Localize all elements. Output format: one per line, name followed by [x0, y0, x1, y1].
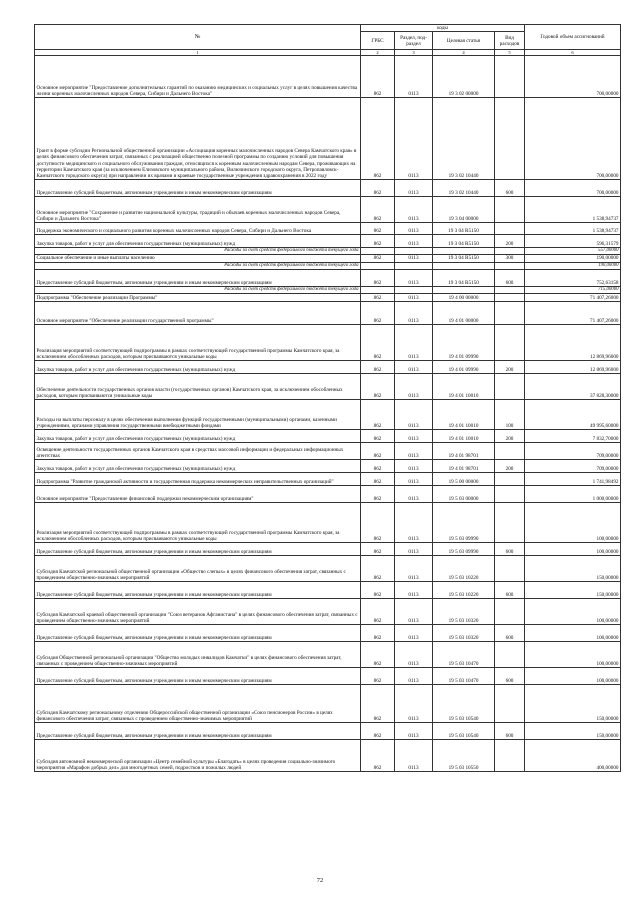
- row-name: Поддержка экономического и социального развития коренных малочисленных народов Севера, Сибири и Дальнего Востока: [35, 223, 361, 235]
- row-expense-type: 600: [495, 180, 525, 197]
- row-target-article: 19 4 01 09990: [433, 361, 495, 374]
- row-expense-type: [495, 740, 525, 772]
- table-note-row: [35, 286, 621, 293]
- table-row: [35, 325, 621, 361]
- row-expense-type: [495, 302, 525, 325]
- column-number: 4: [433, 50, 495, 56]
- row-razdel: [395, 286, 433, 293]
- row-amount: 150,00000: [525, 582, 621, 599]
- row-target-article: 19 3 04 00000: [433, 197, 495, 223]
- row-target-article: 19 4 01 98701: [433, 443, 495, 460]
- row-expense-type: [495, 685, 525, 723]
- header-amount: Годовой объем ассигнований: [525, 25, 621, 50]
- table-row: [35, 430, 621, 443]
- row-target-article: 19 3 02 10440: [433, 180, 495, 197]
- row-grbs: 862: [361, 374, 395, 400]
- row-amount: 37 828,30000: [525, 374, 621, 400]
- row-name: Освещение деятельности государственных органов Камчатского края в средствах массовой информации и федеральных информационных агентствах: [35, 443, 361, 460]
- row-grbs: [361, 248, 395, 255]
- row-expense-type: [495, 473, 525, 486]
- row-amount: 7 832,70000: [525, 430, 621, 443]
- row-amount: 557,00000: [525, 248, 621, 255]
- row-expense-type: 200: [495, 430, 525, 443]
- row-name: Предоставление субсидий бюджетным, автономным учреждениям и иным некоммерческим организациям: [35, 180, 361, 197]
- table-row: [35, 361, 621, 374]
- row-target-article: 19 5 03 00000: [433, 486, 495, 503]
- row-name: Основное мероприятие "Обеспечение реализации государственной программы": [35, 302, 361, 325]
- row-grbs: 862: [361, 503, 395, 543]
- row-name: Закупка товаров, работ и услуг для обеспечения государственных (муниципальных) нужд: [35, 460, 361, 473]
- row-razdel: 0113: [395, 642, 433, 668]
- row-amount: 190,00000: [525, 255, 621, 262]
- row-name: Предоставление субсидий бюджетным, автономным учреждениям и иным некоммерческим организациям: [35, 269, 361, 286]
- row-amount: 71 407,26000: [525, 294, 621, 302]
- row-razdel: 0113: [395, 223, 433, 235]
- row-razdel: 0113: [395, 180, 433, 197]
- table-row: [35, 625, 621, 642]
- row-name: Закупка товаров, работ и услуг для обеспечения государственных (муниципальных) нужд: [35, 430, 361, 443]
- row-grbs: 862: [361, 473, 395, 486]
- row-name: Социальное обеспечение и иные выплаты населению: [35, 255, 361, 262]
- row-target-article: 19 5 03 10470: [433, 668, 495, 685]
- row-target-article: 19 3 04 R5150: [433, 235, 495, 248]
- row-target-article: 19 3 04 R5150: [433, 223, 495, 235]
- row-razdel: 0113: [395, 269, 433, 286]
- row-name: Расходы за счет средств федерального бюджета текущего года: [35, 248, 361, 255]
- row-grbs: 862: [361, 302, 395, 325]
- row-razdel: 0113: [395, 235, 433, 248]
- row-name: Закупка товаров, работ и услуг для обеспечения государственных (муниципальных) нужд: [35, 361, 361, 374]
- row-amount: 100,00000: [525, 503, 621, 543]
- row-target-article: 19 5 03 10540: [433, 685, 495, 723]
- header-vr: Вид расходов: [495, 32, 525, 50]
- row-target-article: 19 4 01 10010: [433, 374, 495, 400]
- row-target-article: 19 4 00 00000: [433, 294, 495, 302]
- row-expense-type: [495, 223, 525, 235]
- row-razdel: 0113: [395, 599, 433, 625]
- row-amount: 100,00000: [525, 543, 621, 556]
- row-expense-type: 600: [495, 668, 525, 685]
- row-amount: 700,00000: [525, 98, 621, 180]
- row-name: Грант в форме субсидии Региональной общественной организации «Ассоциация коренных малочисленных народов Севера Камчатского края» в целях финансового обеспечения затрат, связанных с реализацией общественно полезной программы по созданию условий для повышения доступности медицинского и социального обслуживания граждан, относящихся к коренным малочисленным народам Севера, проживающих на территории Камчатского края (за исключением Елизовского муниципального района, Вилючинского городского округа, Петропавловск-Камчатского городского округа) при направлении их врачами в краевые государственные учреждения здравоохранения в 2022 году: [35, 98, 361, 180]
- table-row: [35, 668, 621, 685]
- row-expense-type: [495, 248, 525, 255]
- row-name: Расходы за счет средств федерального бюджета текущего года: [35, 286, 361, 293]
- row-razdel: 0113: [395, 374, 433, 400]
- table-row: [35, 302, 621, 325]
- row-expense-type: 600: [495, 625, 525, 642]
- row-grbs: 862: [361, 235, 395, 248]
- row-expense-type: 600: [495, 543, 525, 556]
- row-target-article: 19 5 03 09990: [433, 503, 495, 543]
- row-razdel: 0113: [395, 56, 433, 98]
- row-name: Реализация мероприятий соответствующей подпрограммы в рамках соответствующей государственной программы Камчатского края, за исключением обособленных расходов, которым присваиваются уникальные коды: [35, 325, 361, 361]
- row-grbs: 862: [361, 98, 395, 180]
- row-name: Субсидия Общественной региональной организации "Общество молодых инвалидов Камчатки" в целях финансового обеспечения затрат, связанных с проведением общественно-значимых мероприятий: [35, 642, 361, 668]
- table-row: [35, 400, 621, 430]
- row-expense-type: [495, 443, 525, 460]
- row-razdel: 0113: [395, 556, 433, 582]
- row-target-article: [433, 262, 495, 269]
- row-razdel: [395, 262, 433, 269]
- row-expense-type: [495, 98, 525, 180]
- header-grbs: ГРБС: [361, 32, 395, 50]
- row-grbs: 862: [361, 668, 395, 685]
- row-name: Основное мероприятие "Предоставление финансовой поддержки некоммерческим организациям": [35, 486, 361, 503]
- row-grbs: 862: [361, 400, 395, 430]
- row-razdel: 0113: [395, 740, 433, 772]
- row-name: Предоставление субсидий бюджетным, автономным учреждениям и иным некоммерческим организациям: [35, 668, 361, 685]
- row-razdel: 0113: [395, 400, 433, 430]
- budget-table: [34, 24, 621, 772]
- table-row: [35, 269, 621, 286]
- row-target-article: 19 4 01 09990: [433, 325, 495, 361]
- row-amount: 150,00000: [525, 685, 621, 723]
- row-target-article: 19 5 03 09990: [433, 543, 495, 556]
- row-name: Субсидия Камчатской краевой общественной организации "Союз ветеранов Афганистана" в целях финансового обеспечения затрат, связанных с проведением общественно-значимых мероприятий: [35, 599, 361, 625]
- row-amount: 100,00000: [525, 642, 621, 668]
- table-row: [35, 642, 621, 668]
- row-amount: 752,63158: [525, 269, 621, 286]
- row-target-article: 19 5 03 10220: [433, 556, 495, 582]
- column-number: 3: [395, 50, 433, 56]
- row-amount: 150,00000: [525, 723, 621, 740]
- row-target-article: [433, 286, 495, 293]
- row-target-article: 19 5 03 10320: [433, 625, 495, 642]
- table-row: [35, 460, 621, 473]
- row-expense-type: [495, 197, 525, 223]
- table-row: [35, 294, 621, 302]
- row-expense-type: [495, 325, 525, 361]
- table-row: [35, 543, 621, 556]
- row-expense-type: [495, 486, 525, 503]
- row-name: Предоставление субсидий бюджетным, автономным учреждениям и иным некоммерческим организациям: [35, 723, 361, 740]
- row-razdel: 0113: [395, 325, 433, 361]
- row-grbs: 862: [361, 599, 395, 625]
- row-amount: 71 407,26000: [525, 302, 621, 325]
- table-row: [35, 443, 621, 460]
- table-row: [35, 255, 621, 262]
- row-grbs: 862: [361, 430, 395, 443]
- row-razdel: 0113: [395, 486, 433, 503]
- row-target-article: 19 4 01 98701: [433, 460, 495, 473]
- row-razdel: 0113: [395, 430, 433, 443]
- row-expense-type: 600: [495, 723, 525, 740]
- row-razdel: 0113: [395, 503, 433, 543]
- row-grbs: 862: [361, 556, 395, 582]
- row-grbs: 862: [361, 685, 395, 723]
- page-number: 72: [316, 877, 324, 884]
- row-grbs: 862: [361, 269, 395, 286]
- row-amount: 100,00000: [525, 599, 621, 625]
- row-name: Предоставление субсидий бюджетным, автономным учреждениям и иным некоммерческим организациям: [35, 582, 361, 599]
- table-row: [35, 180, 621, 197]
- row-grbs: 862: [361, 325, 395, 361]
- row-grbs: 862: [361, 460, 395, 473]
- row-target-article: 19 5 03 10320: [433, 599, 495, 625]
- row-razdel: [395, 248, 433, 255]
- row-amount: 49 995,60000: [525, 400, 621, 430]
- table-row: [35, 98, 621, 180]
- row-grbs: 862: [361, 294, 395, 302]
- row-expense-type: [495, 294, 525, 302]
- row-amount: 709,00000: [525, 443, 621, 460]
- row-name: Расходы на выплаты персоналу в целях обеспечения выполнения функций государственными (муниципальными) органами, казенными учреждениями, органами управления государственными внебюджетными фондами: [35, 400, 361, 430]
- row-target-article: 19 5 03 10220: [433, 582, 495, 599]
- row-name: Расходы за счет средств федерального бюджета текущего года: [35, 262, 361, 269]
- row-grbs: 862: [361, 361, 395, 374]
- table-row: [35, 473, 621, 486]
- row-razdel: 0113: [395, 685, 433, 723]
- row-expense-type: [495, 262, 525, 269]
- row-razdel: 0113: [395, 582, 433, 599]
- table-row: [35, 685, 621, 723]
- row-amount: 700,00000: [525, 180, 621, 197]
- row-razdel: 0113: [395, 543, 433, 556]
- row-target-article: 19 5 03 10550: [433, 740, 495, 772]
- row-target-article: 19 3 02 00000: [433, 56, 495, 98]
- row-amount: 1 538,94737: [525, 223, 621, 235]
- row-amount: 709,00000: [525, 460, 621, 473]
- column-number: 1: [35, 50, 361, 56]
- row-expense-type: [495, 503, 525, 543]
- table-row: [35, 197, 621, 223]
- table-note-row: [35, 248, 621, 255]
- table-row: [35, 556, 621, 582]
- row-target-article: 19 3 04 R5150: [433, 269, 495, 286]
- row-grbs: 862: [361, 642, 395, 668]
- row-razdel: 0113: [395, 443, 433, 460]
- row-expense-type: 200: [495, 361, 525, 374]
- row-target-article: 19 5 00 00000: [433, 473, 495, 486]
- row-expense-type: 300: [495, 255, 525, 262]
- row-razdel: 0113: [395, 473, 433, 486]
- row-expense-type: 200: [495, 235, 525, 248]
- table-row: [35, 723, 621, 740]
- row-target-article: 19 4 01 10010: [433, 400, 495, 430]
- row-target-article: 19 5 03 10540: [433, 723, 495, 740]
- document-page: [34, 24, 620, 772]
- row-grbs: 862: [361, 223, 395, 235]
- row-grbs: 862: [361, 56, 395, 98]
- column-number: 5: [495, 50, 525, 56]
- row-grbs: [361, 286, 395, 293]
- row-amount: 1 000,00000: [525, 486, 621, 503]
- row-amount: 700,00000: [525, 56, 621, 98]
- row-razdel: 0113: [395, 460, 433, 473]
- row-target-article: 19 3 04 R5150: [433, 255, 495, 262]
- table-row: [35, 223, 621, 235]
- row-grbs: 862: [361, 486, 395, 503]
- row-amount: 150,00000: [525, 556, 621, 582]
- row-expense-type: 100: [495, 400, 525, 430]
- table-row: [35, 374, 621, 400]
- column-number: 2: [361, 50, 395, 56]
- row-razdel: 0113: [395, 255, 433, 262]
- row-expense-type: 600: [495, 582, 525, 599]
- table-row: [35, 56, 621, 98]
- row-amount: 100,00000: [525, 668, 621, 685]
- row-target-article: 19 3 02 10440: [433, 98, 495, 180]
- row-grbs: 862: [361, 582, 395, 599]
- row-razdel: 0113: [395, 98, 433, 180]
- row-target-article: 19 4 01 10010: [433, 430, 495, 443]
- row-expense-type: [495, 374, 525, 400]
- table-row: [35, 486, 621, 503]
- table-row: [35, 599, 621, 625]
- row-amount: 1 741,98492: [525, 473, 621, 486]
- row-expense-type: [495, 642, 525, 668]
- row-grbs: 862: [361, 443, 395, 460]
- header-razdel: Раздел, под-раздел: [395, 32, 433, 50]
- row-grbs: [361, 262, 395, 269]
- row-target-article: 19 5 03 10470: [433, 642, 495, 668]
- row-grbs: 862: [361, 625, 395, 642]
- header-no: №: [35, 25, 361, 50]
- row-amount: 190,00000: [525, 262, 621, 269]
- row-target-article: 19 4 01 00000: [433, 302, 495, 325]
- table-note-row: [35, 262, 621, 269]
- table-row: [35, 235, 621, 248]
- row-name: Субсидия Камчатской региональной общественной организации «Общество слепых» в целях финансового обеспечения затрат, связанных с проведением общественно-значимых мероприятий: [35, 556, 361, 582]
- row-amount: 1 538,94737: [525, 197, 621, 223]
- row-name: Подпрограмма "Обеспечение реализации Программы": [35, 294, 361, 302]
- row-razdel: 0113: [395, 723, 433, 740]
- row-razdel: 0113: [395, 294, 433, 302]
- table-body: [35, 56, 621, 772]
- row-name: Реализация мероприятий соответствующей подпрограммы в рамках соответствующей государственной программы Камчатского края, за исключением обособленных расходов, которым присваиваются уникальные коды: [35, 503, 361, 543]
- header-codes: коды: [361, 25, 525, 32]
- row-razdel: 0113: [395, 197, 433, 223]
- row-grbs: 862: [361, 255, 395, 262]
- row-razdel: 0113: [395, 625, 433, 642]
- row-target-article: [433, 248, 495, 255]
- row-expense-type: [495, 56, 525, 98]
- row-grbs: 862: [361, 197, 395, 223]
- table-row: [35, 740, 621, 772]
- row-expense-type: [495, 599, 525, 625]
- row-razdel: 0113: [395, 302, 433, 325]
- row-name: Подпрограмма "Развитие гражданской активности и государственная поддержка некоммерческих неправительственных организаций": [35, 473, 361, 486]
- row-amount: 12 869,96000: [525, 361, 621, 374]
- row-name: Предоставление субсидий бюджетным, автономным учреждениям и иным некоммерческим организациям: [35, 625, 361, 642]
- row-expense-type: [495, 286, 525, 293]
- row-name: Субсидия Камчатскому региональному отделению Общероссийской общественной организации «Союз пенсионеров России» в целях финансового обеспечения затрат, связанных с проведением общественно-значимых мероприятий: [35, 685, 361, 723]
- row-razdel: 0113: [395, 361, 433, 374]
- row-name: Основное мероприятие "Сохранение и развитие национальной культуры, традиций и обычаев коренных малочисленных народов Севера, Сибири и Дальнего Востока": [35, 197, 361, 223]
- row-grbs: 862: [361, 723, 395, 740]
- row-grbs: 862: [361, 740, 395, 772]
- row-amount: 596,31579: [525, 235, 621, 248]
- row-name: Закупка товаров, работ и услуг для обеспечения государственных (муниципальных) нужд: [35, 235, 361, 248]
- row-name: Основное мероприятие "Предоставление дополнительных гарантий по оказанию медицинских и социальных услуг в целях повышения качества жизни коренных малочисленных народов Севера, Сибири и Дальнего Востока": [35, 56, 361, 98]
- row-name: Предоставление субсидий бюджетным, автономным учреждениям и иным некоммерческим организациям: [35, 543, 361, 556]
- row-grbs: 862: [361, 180, 395, 197]
- row-razdel: 0113: [395, 668, 433, 685]
- table-row: [35, 503, 621, 543]
- row-name: Субсидия автономной некоммерческой организации «Центр семейной культуры «Благодать» в целях проведения социально-значимого мероприятия «Марафон добрых дел» для многодетных семей, подростков и пожилых людей: [35, 740, 361, 772]
- row-grbs: 862: [361, 543, 395, 556]
- row-amount: 400,00000: [525, 740, 621, 772]
- row-name: Обеспечение деятельности государственных органов власти (государственных органов) Камчатского края, за исключением обособленных расходов, которым присваиваются уникальные коды: [35, 374, 361, 400]
- row-amount: 12 869,96000: [525, 325, 621, 361]
- row-amount: 715,00000: [525, 286, 621, 293]
- row-expense-type: 200: [495, 460, 525, 473]
- row-amount: 100,00000: [525, 625, 621, 642]
- column-number: 6: [525, 50, 621, 56]
- row-expense-type: [495, 556, 525, 582]
- table-row: [35, 582, 621, 599]
- header-cs: Целевая статья: [433, 32, 495, 50]
- row-expense-type: 600: [495, 269, 525, 286]
